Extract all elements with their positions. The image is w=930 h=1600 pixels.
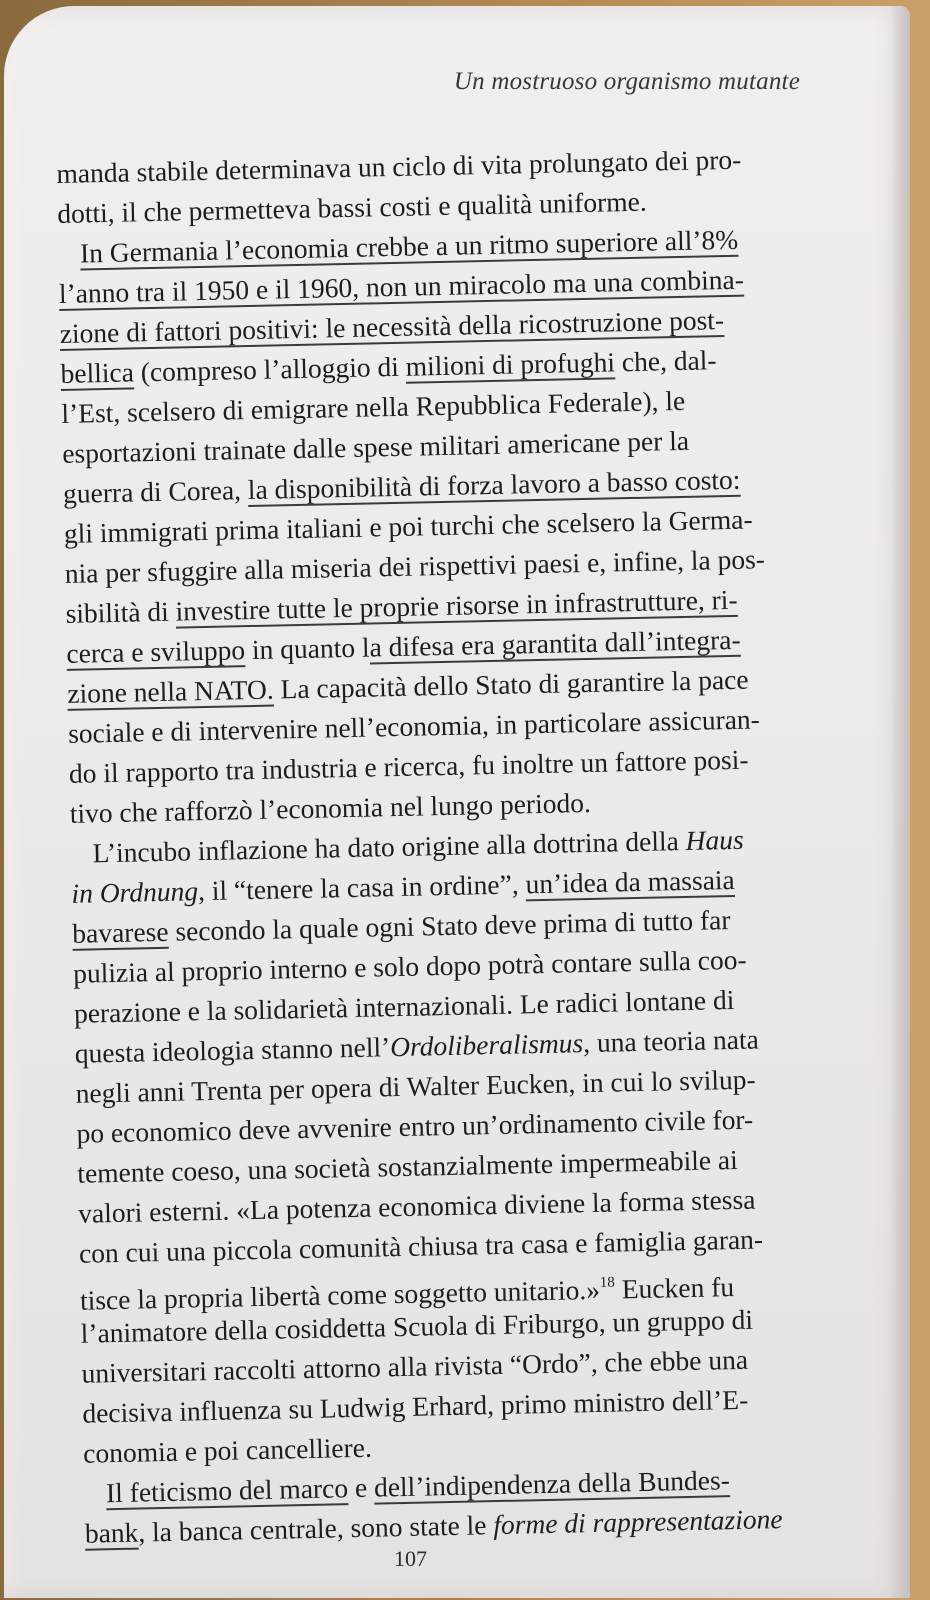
text-line: dotti, il che permetteva bassi costi e qualità uniforme. bbox=[56, 185, 647, 229]
underlined-passage: cerca e sviluppo bbox=[66, 634, 246, 669]
text-line: conomia e poi cancelliere. bbox=[82, 1431, 373, 1469]
book-page bbox=[4, 6, 910, 1598]
text-line: manda stabile determinava un ciclo di vita prolungato dei pro- bbox=[56, 143, 742, 189]
footnote-marker: 18 bbox=[599, 1274, 615, 1291]
underlined-passage: non un miracolo ma una combina- bbox=[358, 263, 745, 303]
text-line: guerra di Corea, la disponibilità di forza lavoro a basso costo: bbox=[62, 463, 741, 509]
text-line: bank, la banca centrale, sono state le forme di rappresentazione bbox=[84, 1503, 783, 1549]
underlined-passage: le necessità della ricostruzione post- bbox=[318, 304, 725, 344]
underlined-passage: a difesa era garantita dall’integra- bbox=[369, 623, 741, 663]
text-line: questa ideologia stanno nell’Ordoliberalismus, una teoria nata bbox=[74, 1023, 760, 1069]
text-line: valori esterni. «La potenza economica diviene la forma stessa bbox=[77, 1183, 756, 1229]
underlined-passage: investire tutte le proprie risorse in infrastrutture, ri- bbox=[175, 583, 738, 627]
text-line: universitari raccolti attorno alla rivista “Ordo”, che ebbe una bbox=[81, 1343, 749, 1389]
underlined-passage: Il feticismo del marco bbox=[105, 1472, 349, 1509]
text-line: zione nella NATO. La capacità dello Stato di garantire la pace bbox=[66, 663, 749, 709]
underlined-passage: zione di fattori positivi: bbox=[59, 312, 319, 349]
underlined-passage: bavarese bbox=[72, 915, 169, 949]
text-line: cerca e sviluppo in quanto la difesa era garantita dall’integra- bbox=[66, 623, 741, 669]
text-line: negli anni Trenta per opera di Walter Eucken, in cui lo svilup- bbox=[75, 1063, 756, 1109]
text-line: sociale e di intervenire nell’economia, in particolare assicuran- bbox=[67, 703, 761, 749]
text-line: in Ordnung, il “tenere la casa in ordine”, un’idea da massaia bbox=[71, 863, 735, 909]
text-line: esportazioni trainate dalle spese militari americane per la bbox=[61, 424, 690, 469]
text-line: l’Est, scelsero di emigrare nella Repubblica Federale), le bbox=[61, 384, 686, 429]
underlined-passage: bellica bbox=[60, 356, 135, 389]
text-line: bavarese secondo la quale ogni Stato deve prima di tutto far bbox=[72, 904, 731, 949]
text-line: tisce la propria libertà come soggetto unitario.»$^{18}$ Eucken fu bbox=[79, 1271, 735, 1316]
text-line: do il rapporto tra industria e ricerca, fu inoltre un fattore posi- bbox=[68, 743, 749, 789]
text-line: pulizia al proprio interno e solo dopo potrà contare sulla coo- bbox=[72, 943, 747, 989]
underlined-passage: milioni di profughi bbox=[405, 346, 616, 382]
text-line: gli immigrati prima italiani e poi turchi che scelsero la Germa- bbox=[63, 503, 753, 549]
text-line: l’animatore della cosiddetta Scuola di Friburgo, un gruppo di bbox=[80, 1303, 754, 1349]
text-line: sibilità di investire tutte le proprie risorse in infrastrutture, ri- bbox=[65, 583, 738, 629]
text-line: con cui una piccola comunità chiusa tra casa e famiglia garan- bbox=[78, 1223, 764, 1269]
underlined-passage: zione nella NATO. bbox=[66, 673, 275, 709]
text-line: bellica (compreso l’alloggio di milioni di profughi che, dal- bbox=[60, 344, 717, 389]
text-line: L’incubo inflazione ha dato origine alla dottrina della Haus bbox=[92, 823, 744, 869]
underlined-passage: bank bbox=[84, 1516, 139, 1549]
page-edge-shadow bbox=[890, 6, 910, 1598]
body-text bbox=[56, 138, 853, 1554]
underlined-passage: un’idea da massaia bbox=[525, 863, 735, 900]
underlined-passage: la disponibilità di forza lavoro a basso costo: bbox=[247, 463, 741, 506]
underlined-passage: l’anno tra il 1950 e il 1960, bbox=[58, 271, 360, 309]
text-line: po economico deve avvenire entro un’ordinamento civile for- bbox=[76, 1103, 754, 1149]
text-line: decisiva influenza su Ludwig Erhard, primo ministro dell’E- bbox=[82, 1383, 749, 1429]
text-line: Il feticismo del marco e dell’indipendenza della Bundes- bbox=[105, 1464, 731, 1509]
underlined-passage: In Germania l’economia crebbe a un ritmo superiore all’8% bbox=[79, 223, 739, 269]
text-line: temente coeso, una società sostanzialmente impermeabile ai bbox=[77, 1143, 739, 1189]
page-number: 107 bbox=[394, 1546, 427, 1571]
text-line: tivo che rafforzò l’economia nel lungo periodo. bbox=[69, 786, 592, 829]
running-header: Un mostruoso organismo mutante bbox=[453, 68, 800, 95]
underlined-passage: dell’indipendenza della Bundes- bbox=[373, 1464, 731, 1503]
text-line: nia per sfuggire alla miseria dei rispettivi paesi e, infine, la pos- bbox=[64, 543, 766, 589]
text-line: perazione e la solidarietà internazionali. Le radici lontane di bbox=[73, 983, 735, 1029]
